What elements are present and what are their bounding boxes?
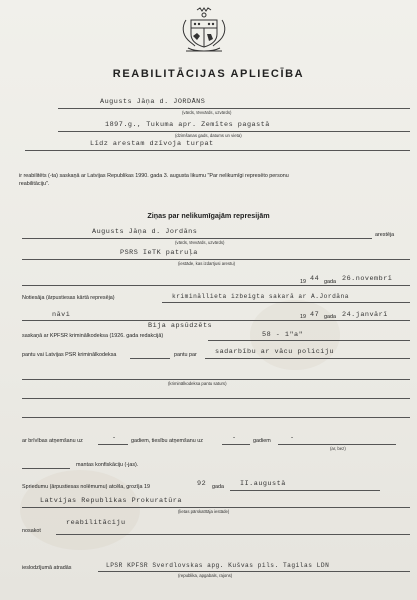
decision-label: nosakot <box>22 528 41 534</box>
codex-label: saskaņā ar KPFSR kriminālkodeksa (1926. gada redakcijā) <box>22 333 164 339</box>
prison-place: LPSR KPFSR Sverdlovskas apg. Kušvas pils. Tagilas LDN <box>106 562 330 569</box>
section-title: Ziņas par nelikumīgajām represijām <box>147 211 270 220</box>
codex-value: 58 - 1"a" <box>262 331 304 339</box>
convicted-label: Notiesāja (ārpustiesas kārtā represēja) <box>22 295 115 301</box>
review-authority: Latvijas Republikas Prokuratūra <box>40 497 182 505</box>
convicted-value: krimināllieta izbeigta sakarā ar A.Jordāna <box>172 293 349 300</box>
divider <box>222 444 250 445</box>
years-label: gadiem, tiesību atņemšanu uz <box>131 438 203 444</box>
arrester-caption: (iestāde, kas izdarījusi arestu) <box>178 261 236 266</box>
name-caption: (vārds, tēvvārds, uzvārds) <box>182 110 232 115</box>
arrest-date: 26.novembrī <box>342 275 393 283</box>
arrest-gada: gada <box>324 279 336 285</box>
divider <box>98 444 128 445</box>
person-name: Augusts Jāņa d. JORDĀNS <box>100 98 206 106</box>
divider <box>162 302 410 303</box>
name-caption: (vārds, tēvvārds, uzvārds) <box>175 240 225 245</box>
divider <box>22 417 410 418</box>
revoked-year: 92 <box>197 480 207 488</box>
divider <box>58 108 410 109</box>
divider <box>22 259 410 260</box>
prison-place-label: ieslodzījumā atradās <box>22 565 72 571</box>
death-gada: gada <box>324 314 336 320</box>
decision-value: reabilitāciju <box>66 519 126 527</box>
repressed-name: Augusts Jāņa d. Jordāns <box>92 228 198 236</box>
divider <box>22 398 410 399</box>
lpsr-label-1: pantu vai Latvijas PSR kriminālkodeksa <box>22 352 117 358</box>
divider <box>205 358 410 359</box>
lpsr-value: sadarbību ar vācu policiju <box>215 348 335 356</box>
confiscation-label: mantas konfiskāciju (-jas). <box>76 462 139 468</box>
arrest-year: 44 <box>310 275 320 283</box>
birth-info: 1897.g., Tukuma apr. Zemītes pagastā <box>105 121 270 129</box>
birth-caption: (dzimšanas gads, datums un vieta) <box>175 133 242 138</box>
divider <box>22 379 410 380</box>
revoked-gada: gada <box>212 484 224 490</box>
divider <box>56 534 410 535</box>
divider <box>22 285 410 286</box>
divider <box>98 571 410 572</box>
divider <box>22 320 410 321</box>
divider <box>130 358 170 359</box>
statement-line-1: ir reabilitēts (-ta) saskaņā ar Latvijas Republikas 1990. gada 3. augusta likumu "Par nelikumīgi represēto personu <box>19 173 289 179</box>
convicted-value-2: nāvi <box>52 311 71 319</box>
prison-place-caption: (republika, apgabals, rajons) <box>178 573 233 578</box>
rights-caption: (ar, bez) <box>330 446 346 451</box>
prison-label: ar brīvības atņemšanu uz <box>22 438 83 444</box>
rights-value-2: - <box>290 434 295 442</box>
arrested-label: arestēja <box>375 232 395 238</box>
prison-value: - <box>112 434 117 442</box>
divider <box>230 490 380 491</box>
death-date: 24.janvārī <box>342 311 388 319</box>
lpsr-label-2: pantu par <box>174 352 197 358</box>
article-caption: (kriminālkodeksa pantu saturs) <box>168 381 227 386</box>
authority-caption: (lietas pārskatītāja iestāde) <box>178 509 230 514</box>
divider <box>22 468 70 469</box>
paper-stain <box>20 470 140 550</box>
arrester: PSRS IeTK patruļa <box>120 249 198 257</box>
revoked-date: II.augustā <box>240 480 286 488</box>
arrest-year-prefix: 19 <box>300 279 306 285</box>
divider <box>208 340 410 341</box>
death-note: Bija apsūdzēts <box>148 322 213 330</box>
death-year: 47 <box>310 311 320 319</box>
divider <box>278 444 396 445</box>
statement-line-2: reabilitāciju". <box>19 181 50 187</box>
residence: Līdz arestam dzīvoja turpat <box>90 140 214 148</box>
divider <box>22 238 372 239</box>
divider <box>22 507 410 508</box>
divider <box>25 150 410 151</box>
revoked-label: Spriedumu (ārpustiesas nolēmumu) atcēla, grozīja 19 <box>22 484 150 490</box>
divider <box>58 131 410 132</box>
rights-value: - <box>232 434 237 442</box>
years-label-2: gadiem <box>253 438 271 444</box>
death-year-prefix: 19 <box>300 314 306 320</box>
document-title: REABILITĀCIJAS APLIECĪBA <box>112 68 305 80</box>
coat-of-arms-icon <box>178 6 230 58</box>
